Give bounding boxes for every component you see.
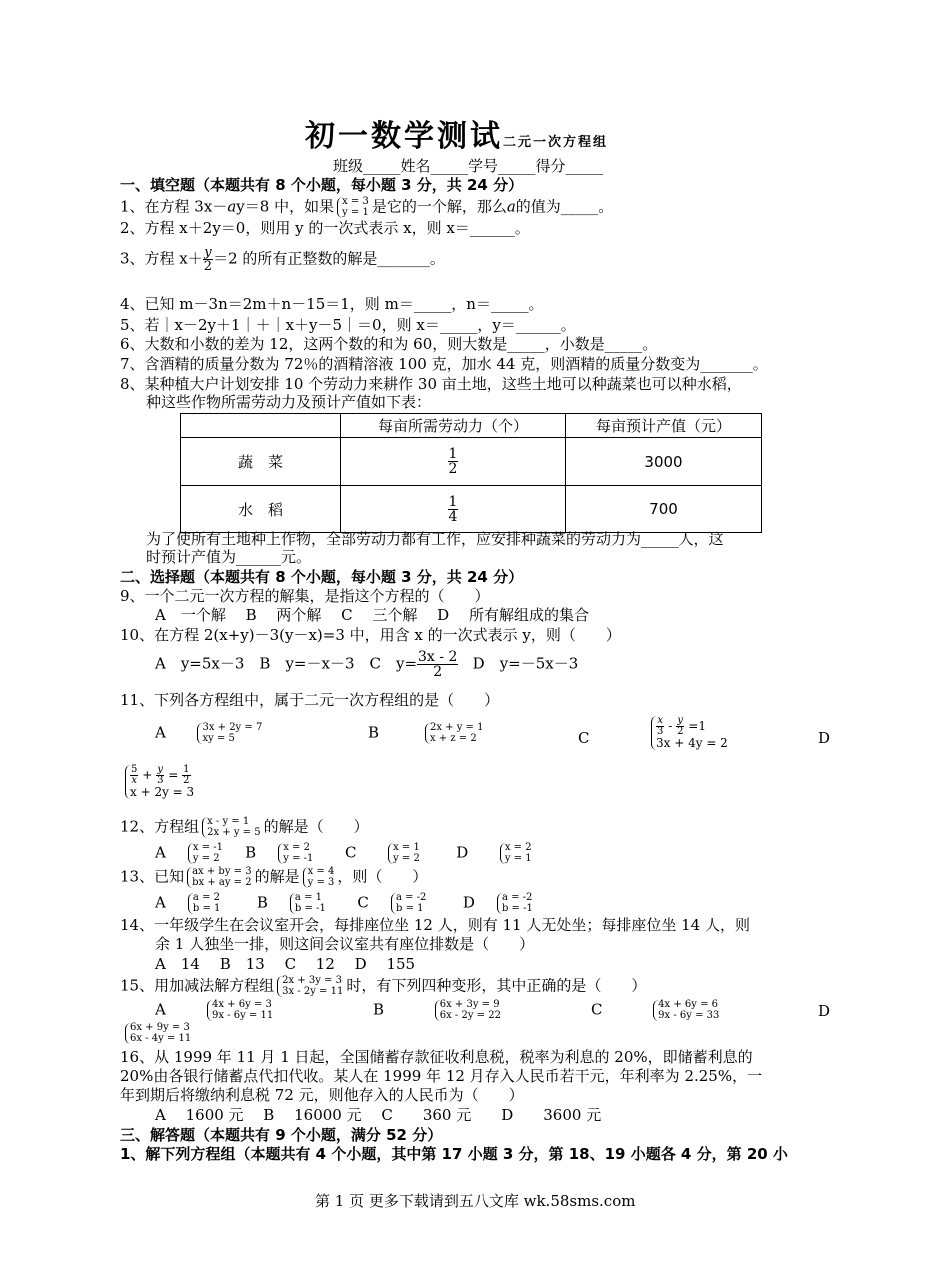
- opt-label: C: [357, 893, 369, 912]
- table-cell-value: 700: [566, 486, 762, 533]
- q15-text-b: 时，有下列四种变形，其中正确的是（ ）: [346, 976, 647, 995]
- q11-option-c-label: C: [578, 729, 590, 747]
- question-8-line3: 为了使所有土地种上作物，全部劳动力都有工作，应安排种蔬菜的劳动力为_____人，这: [146, 530, 724, 548]
- sys-line: x = 1: [393, 842, 420, 853]
- q13-text-a: 13、已知: [120, 867, 185, 886]
- opt-system: [188, 843, 223, 864]
- table-cell-crop: 水 稻: [181, 486, 341, 533]
- q1-sys-line1: x = 3: [342, 196, 369, 207]
- question-15: [120, 976, 646, 997]
- opt-system: [207, 1000, 273, 1021]
- q3-text-a: 3、方程 x＋: [120, 249, 203, 268]
- sys-line: x = -1: [192, 842, 224, 853]
- question-2: 2、方程 x＋2y＝0，则用 y 的一次式表示 x，则 x＝______。: [120, 219, 530, 237]
- q11-label-a: A: [155, 723, 166, 742]
- q11-c-system: $\frac{x}{3}$ - $\frac{y}{2}$ =1 3x + 4y = 2: [651, 716, 728, 750]
- question-5: 5、若｜x－2y＋1｜＋｜x＋y－5｜＝0，则 x＝_____，y＝______。: [120, 316, 576, 334]
- sys-line: bx + ay = 2: [192, 876, 252, 888]
- q10-frac-num: 3x - 2: [418, 649, 458, 665]
- q1-text-d: 的值为_____。: [515, 197, 614, 216]
- opt-system: [278, 843, 313, 864]
- opt-system: [290, 893, 326, 914]
- q1-text-c: 是它的一个解，那么: [371, 197, 507, 216]
- question-16-line3: 年到期后将缴纳利息税 72 元，则他存入的人民币为（ ）: [120, 1086, 524, 1104]
- sys-line: b = -1: [294, 902, 326, 914]
- frac-den: 2: [183, 775, 190, 786]
- frac-num: y: [677, 715, 684, 726]
- question-12: [120, 817, 369, 838]
- sys-line: x = 4: [307, 866, 335, 877]
- page-title-block: [305, 120, 608, 155]
- opt-system: [435, 1000, 501, 1021]
- sys-line: 6x - 2y = 22: [439, 1009, 501, 1021]
- question-14-options: A 14 B 13 C 12 D 155: [155, 955, 416, 973]
- crop-table: [180, 413, 762, 533]
- q10-c-fraction: [417, 650, 458, 679]
- q11-option-a: [155, 723, 265, 744]
- sys-line: 4x + 6y = 6: [658, 999, 719, 1010]
- sys-line: 3x + 2y = 7: [202, 722, 263, 733]
- opt-system: [500, 843, 532, 864]
- sys-line: b = 1: [395, 902, 424, 914]
- opt-label: A: [155, 1000, 166, 1019]
- question-14-line2: 余 1 人独坐一排，则这间会议室共有座位排数是（ ）: [155, 935, 535, 953]
- sys-line: xy = 5: [202, 732, 235, 744]
- question-14-line1: 14、一年级学生在会议室开会，每排座位坐 12 人，则有 11 人无处坐；每排座位坐 14 人，则: [120, 916, 750, 934]
- sys-line: 9x - 6y = 11: [212, 1009, 274, 1021]
- sys-line: 3x + 4y = 2: [656, 736, 728, 750]
- q13-text-b: 的解是: [254, 867, 300, 886]
- sys-line: y = 3: [307, 876, 335, 888]
- table-cell-value: 3000: [566, 438, 762, 486]
- opt-label: D: [456, 843, 469, 862]
- opt-label: A: [155, 893, 166, 912]
- question-1: [120, 197, 613, 218]
- page-title: 初一数学测试: [305, 119, 503, 154]
- frac-den: 3: [157, 775, 164, 786]
- sys-line: 2x + 3y = 3: [282, 975, 342, 986]
- sys-line: a = 2: [192, 892, 220, 903]
- sys-line: 2x + y = 5: [207, 826, 261, 838]
- q15-option-c: [591, 1000, 722, 1021]
- table-cell-labor: [341, 438, 566, 486]
- opt-system: [188, 893, 221, 914]
- section3-question-1: 1、解下列方程组（本题共有 4 个小题，其中第 17 小题 3 分，第 18、19 小题各 4 分，第 20 小: [120, 1145, 788, 1163]
- page-footer: 第 1 页 更多下载请到五八文库 wk.58sms.com: [315, 1192, 636, 1210]
- student-info-line: 班级_____姓名_____学号_____得分_____: [333, 157, 604, 175]
- table-cell-crop: 蔬 菜: [181, 438, 341, 486]
- question-10-options: [155, 650, 578, 679]
- opt-label: C: [344, 843, 357, 862]
- q1-sys-line2: y = 1: [342, 206, 369, 218]
- question-16-line1: 16、从 1999 年 11 月 1 日起，全国储蓄存款征收利息税，税率为利息的 20%，即储蓄利息的: [120, 1048, 753, 1066]
- sys-line: 6x + 9y = 3: [130, 1022, 190, 1033]
- labor-den: 4: [448, 508, 458, 525]
- q1-text-b: y＝8 中，如果: [236, 197, 335, 216]
- sys-rhs: =1: [688, 719, 706, 733]
- q1-var-a: a: [227, 197, 237, 216]
- question-9-options: A 一个解 B 两个解 C 三个解 D 所有解组成的集合: [155, 606, 589, 624]
- sys-line: 6x - 4y = 11: [130, 1032, 192, 1044]
- q12-text-b: 的解是（ ）: [263, 817, 369, 836]
- q3-text-b: ＝2 的所有正整数的解是_______。: [213, 249, 445, 268]
- q12-options: [155, 843, 535, 864]
- sys-line: y = 2: [393, 852, 420, 864]
- q10-opts-d: D y=－5x－3: [472, 654, 579, 673]
- frac-num: 5: [131, 764, 138, 775]
- opt-system: [388, 843, 420, 864]
- question-9: 9、一个二元一次方程的解集，是指这个方程的（ ）: [120, 587, 490, 605]
- sys-line: a = -2: [395, 892, 427, 903]
- question-6: 6、大数和小数的差为 12，这两个数的和为 60，则大数是_____，小数是_____。: [120, 335, 658, 353]
- q11-d-system: $\frac{5}{x}$ + $\frac{y}{3}$ = $\frac{1}{2}$ x + 2y = 3: [125, 765, 194, 799]
- sys-line: x = 2: [504, 842, 532, 853]
- q11-option-b: [368, 723, 486, 744]
- frac-num: 1: [183, 764, 190, 775]
- section3-heading: 三、解答题（本题共有 9 个小题，满分 52 分）: [120, 1126, 443, 1144]
- q1-var-a2: a: [506, 197, 516, 216]
- question-16-line2: 20%由各银行储蓄点代扣代收。某人在 1999 年 12 月存入人民币若干元，年利率为 2.25%，一: [120, 1067, 763, 1085]
- opt-system: [391, 893, 426, 914]
- labor-num: 1: [448, 493, 458, 510]
- opt-system: [653, 1000, 719, 1021]
- labor-den: 2: [448, 461, 458, 477]
- frac-den: 3: [657, 726, 664, 737]
- table-cell-labor: [341, 486, 566, 533]
- sys-line: 6x + 3y = 9: [439, 999, 500, 1010]
- table-row: [181, 486, 762, 533]
- q12-system: [202, 817, 261, 838]
- q13-system: [187, 867, 252, 888]
- sys-line: b = 1: [192, 902, 221, 914]
- q10-frac-den: 2: [433, 664, 443, 680]
- page-subtitle: 二元一次方程组: [503, 135, 609, 150]
- sys-line: a = 1: [294, 892, 322, 903]
- sys-line: a = -2: [501, 892, 533, 903]
- table-row: [181, 438, 762, 486]
- q10-opts-a: A y=5x－3 B y=－x－3 C y=: [155, 654, 418, 673]
- q15-text-a: 15、用加减法解方程组: [120, 976, 275, 995]
- opt-label: B: [245, 843, 257, 862]
- table-header-cell: [181, 414, 341, 438]
- opt-system: [497, 893, 533, 914]
- q11-option-c-system: [648, 716, 731, 750]
- q13-options: [155, 893, 536, 914]
- sys-line: x = 2: [283, 842, 310, 853]
- q3-fraction: [203, 246, 213, 273]
- sys-line: x - y = 1: [207, 816, 250, 827]
- table-header-cell: 每亩预计产值（元）: [566, 414, 762, 438]
- section1-heading: 一、填空题（本题共有 8 个小题，每小题 3 分，共 24 分）: [120, 176, 524, 194]
- q3-frac-num: y: [204, 245, 212, 260]
- question-8-line4: 时预计产值为______元。: [146, 548, 312, 566]
- sys-line: y = -1: [283, 852, 314, 864]
- sys-line: b = -1: [501, 902, 533, 914]
- q15-system: [277, 976, 343, 997]
- opt-label: D: [462, 893, 475, 912]
- sys-line: 2x + y = 1: [429, 722, 484, 733]
- question-3: [120, 246, 445, 273]
- q11-option-d-label: D: [818, 729, 831, 747]
- opt-label: B: [256, 893, 268, 912]
- opt-label: A: [155, 843, 166, 862]
- question-4: 4、已知 m－3n＝2m＋n－15＝1，则 m＝_____，n＝_____。: [120, 295, 544, 313]
- q13-solution: [303, 867, 335, 888]
- labor-num: 1: [448, 446, 458, 462]
- sys-line: y = 1: [504, 852, 532, 864]
- q15-option-a: [155, 1000, 276, 1021]
- question-13: [120, 867, 427, 888]
- frac-den: 2: [677, 726, 684, 737]
- q1-text-a: 1、在方程 3x－: [120, 197, 228, 216]
- q1-system: [337, 197, 369, 218]
- q15-option-d-label: D: [818, 1002, 831, 1020]
- sys-line: y = 2: [192, 852, 220, 864]
- opt-system: [125, 1023, 191, 1044]
- question-16-options: A 1600 元 B 16000 元 C 360 元 D 3600 元: [155, 1106, 602, 1124]
- q11-b-system: [425, 723, 484, 744]
- question-11: 11、下列各方程组中，属于二元一次方程组的是（ ）: [120, 691, 500, 709]
- q13-text-c: ，则（ ）: [337, 867, 428, 886]
- sys-line: 9x - 6y = 33: [658, 1009, 720, 1021]
- q11-a-system: [197, 723, 262, 744]
- q11-option-d-system: [122, 765, 197, 799]
- q15-option-b: [373, 1000, 504, 1021]
- sys-line: ax + by = 3: [192, 866, 252, 877]
- sys-line: 3x - 2y = 11: [282, 985, 344, 997]
- table-header-row: [181, 414, 762, 438]
- sys-line: 4x + 6y = 3: [212, 999, 272, 1010]
- table-header-cell: 每亩所需劳动力（个）: [341, 414, 566, 438]
- frac-num: y: [157, 764, 164, 775]
- question-7: 7、含酒精的质量分数为 72％的酒精溶液 100 克，加水 44 克，则酒精的质量分数变为_______。: [120, 355, 768, 373]
- question-10: 10、在方程 2(x+y)－3(y－x)=3 中，用含 x 的一次式表示 y，则（ ）: [120, 626, 621, 644]
- q3-frac-den: 2: [203, 259, 213, 274]
- sys-line: x + 2y = 3: [130, 785, 195, 799]
- sys-line: x + z = 2: [429, 732, 477, 744]
- frac-num: x: [657, 715, 663, 726]
- opt-label: C: [591, 1000, 603, 1019]
- q12-text-a: 12、方程组: [120, 817, 200, 836]
- question-8-line1: 8、某种植大户计划安排 10 个劳动力来耕作 30 亩土地，这些土地可以种蔬菜也可以种水稻，: [120, 375, 742, 393]
- frac-den: x: [131, 775, 137, 786]
- opt-label: B: [373, 1000, 385, 1019]
- section2-heading: 二、选择题（本题共有 8 个小题，每小题 3 分，共 24 分）: [120, 568, 524, 586]
- q11-label-b: B: [368, 723, 380, 742]
- question-8-line2: 种这些作物所需劳动力及预计产值如下表：: [146, 393, 432, 411]
- q15-option-d-system: [122, 1023, 194, 1044]
